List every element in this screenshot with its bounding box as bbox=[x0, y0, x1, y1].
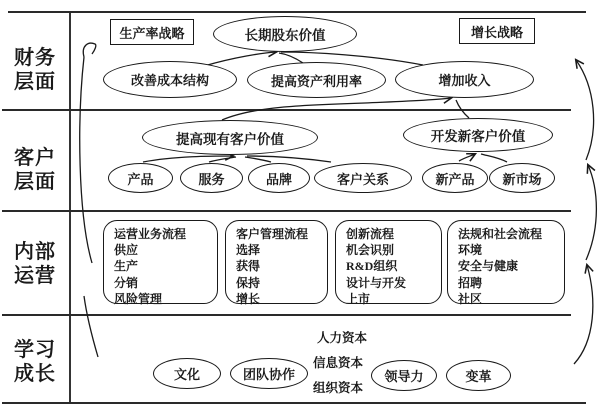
process-item: R&D组织 bbox=[346, 259, 398, 274]
process-item: 环境 bbox=[458, 243, 483, 258]
ellipse-service: 服务 bbox=[180, 163, 243, 193]
capital-label-information: 信息资本 bbox=[313, 356, 364, 370]
strategy-box-growth: 增长战略 bbox=[459, 18, 535, 44]
process-item: 机会识别 bbox=[346, 243, 395, 258]
arrow-left-up-main bbox=[80, 57, 92, 263]
process-item: 社区 bbox=[458, 291, 483, 306]
ellipse-product: 产品 bbox=[108, 163, 173, 193]
arrow-right-internal-to-customer bbox=[586, 165, 596, 260]
process-box-innovation bbox=[335, 220, 442, 304]
process-item: 生产 bbox=[114, 259, 139, 274]
layer-label-internal bbox=[0, 240, 70, 288]
capital-label-human: 人力资本 bbox=[317, 331, 368, 345]
process-item: 上市 bbox=[346, 291, 371, 306]
process-box-title: 创新流程 bbox=[346, 227, 395, 241]
ellipse-brand: 品牌 bbox=[248, 163, 310, 193]
process-box-title: 客户管理流程 bbox=[236, 227, 309, 241]
ellipse-leadership: 领导力 bbox=[371, 360, 437, 391]
connector-cost-to-shareholder bbox=[204, 52, 276, 66]
ellipse-existing-customer-value: 提高现有客户价值 bbox=[142, 120, 318, 155]
ellipse-new-customer-value: 开发新客户价值 bbox=[403, 118, 553, 152]
strategy-box-productivity: 生产率战略 bbox=[110, 19, 194, 45]
layer-label-financial bbox=[0, 46, 70, 94]
arrow-left-lower-segment bbox=[84, 296, 98, 357]
process-box-title: 运营业务流程 bbox=[114, 227, 187, 241]
layer-label-learning bbox=[0, 338, 70, 386]
ellipse-revenue-increase: 增加收入 bbox=[395, 61, 534, 98]
layer-label-financial-line1: 财务 bbox=[14, 47, 56, 69]
ellipse-cost-structure: 改善成本结构 bbox=[103, 61, 237, 98]
arrow-left-up-hook bbox=[83, 43, 96, 57]
connector-existing-to-revenue bbox=[222, 98, 451, 120]
connector-newvalue-to-revenue bbox=[456, 100, 469, 118]
arrow-right-learning-to-internal bbox=[574, 265, 593, 364]
ellipse-new-product: 新产品 bbox=[422, 163, 488, 193]
ellipse-customer-relationship: 客户关系 bbox=[314, 163, 412, 193]
process-item: 选择 bbox=[236, 243, 261, 258]
layer-label-learning-line1: 学习 bbox=[14, 339, 56, 361]
process-box-title: 法规和社会流程 bbox=[458, 227, 543, 241]
ellipse-new-market: 新市场 bbox=[489, 163, 555, 193]
process-item: 风险管理 bbox=[114, 291, 163, 306]
ellipse-change: 变革 bbox=[446, 360, 511, 391]
arrow-right-customer-to-financial bbox=[576, 60, 594, 160]
layer-label-customer-line1: 客户 bbox=[14, 147, 56, 169]
layer-label-internal-line2: 运营 bbox=[14, 265, 56, 287]
layer-label-learning-line2: 成长 bbox=[14, 363, 56, 385]
process-item: 供应 bbox=[114, 243, 139, 258]
connector-newproduct-to-newvalue bbox=[459, 154, 475, 161]
ellipse-shareholder-value: 长期股东价值 bbox=[213, 16, 357, 52]
capital-label-organization: 组织资本 bbox=[313, 381, 364, 395]
process-item: 设计与开发 bbox=[346, 275, 407, 290]
layer-label-customer-line2: 层面 bbox=[14, 171, 56, 193]
ellipse-teamwork: 团队协作 bbox=[230, 358, 308, 389]
process-item: 分销 bbox=[114, 275, 139, 290]
process-box-regulatory-social bbox=[447, 220, 565, 304]
process-item: 招聘 bbox=[458, 275, 483, 290]
process-item: 增长 bbox=[236, 291, 261, 306]
process-item: 保持 bbox=[236, 275, 261, 290]
layer-label-financial-line2: 层面 bbox=[14, 71, 56, 93]
connector-brand-to-existing bbox=[245, 157, 271, 162]
ellipse-asset-utilization: 提高资产利用率 bbox=[247, 62, 386, 98]
layer-label-customer bbox=[0, 146, 70, 194]
process-item: 安全与健康 bbox=[458, 259, 519, 274]
layer-label-internal-line1: 内部 bbox=[14, 241, 56, 263]
connector-newmarket-to-newvalue bbox=[481, 154, 507, 162]
ellipse-culture: 文化 bbox=[153, 358, 221, 389]
process-box-customer-management bbox=[225, 220, 328, 304]
connector-service-to-existing bbox=[209, 157, 236, 162]
process-box-operations bbox=[103, 220, 218, 304]
process-item: 获得 bbox=[236, 259, 261, 274]
